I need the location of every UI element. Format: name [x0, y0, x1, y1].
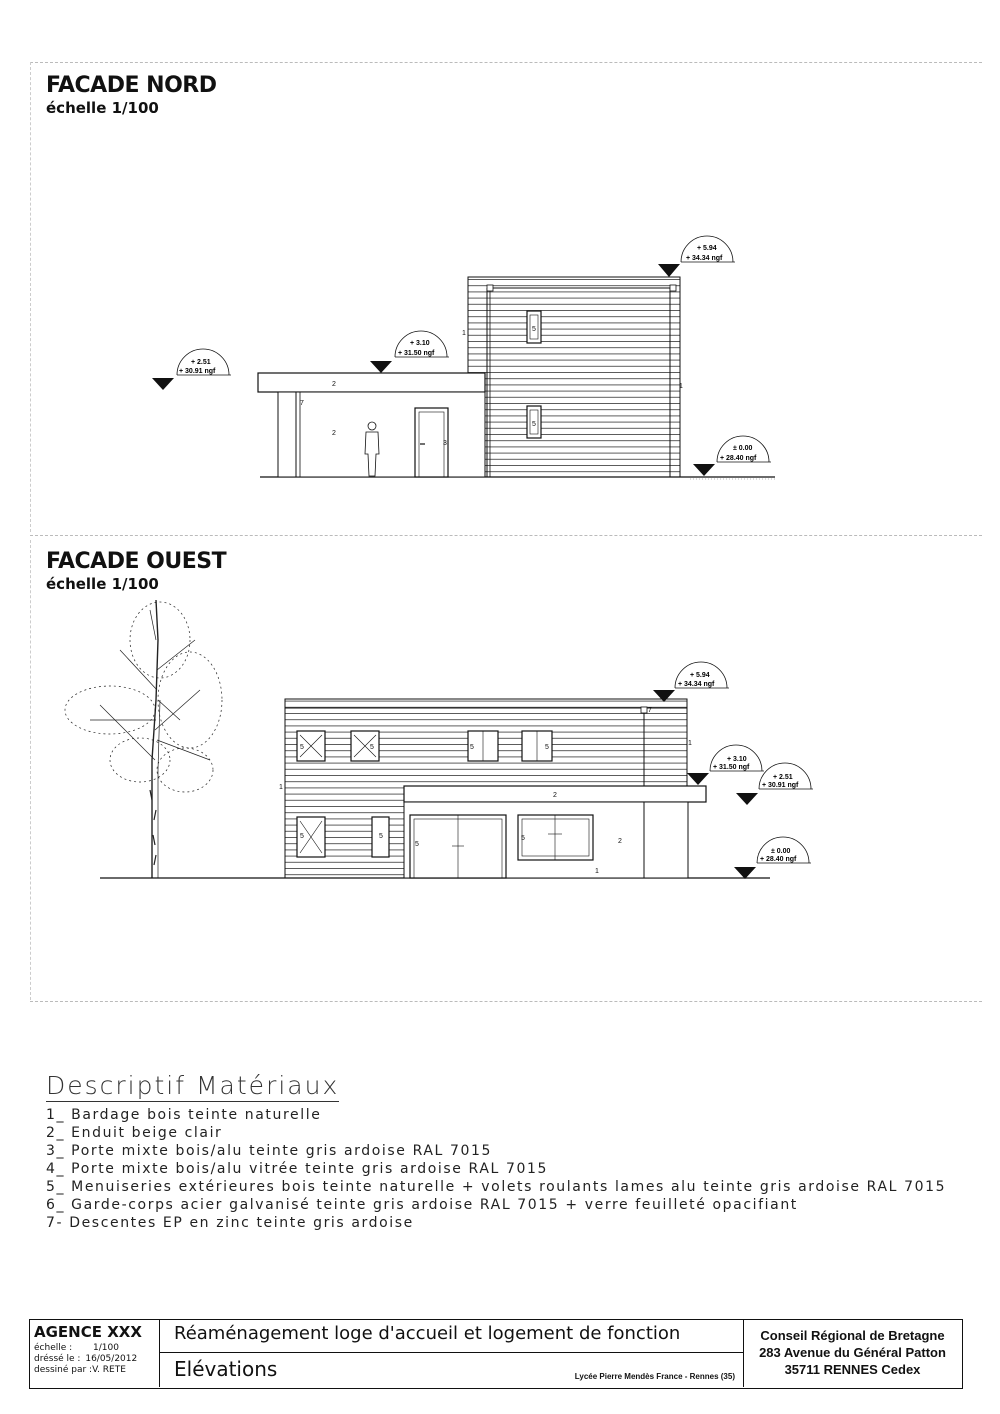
facade-ouest-drawing — [0, 540, 1000, 1000]
nord-tag: 5 — [532, 421, 536, 428]
nord-tag: 3 — [443, 440, 447, 447]
level-marker-ground — [693, 436, 771, 476]
svg-text:+ 30.91 ngf: + 30.91 ngf — [179, 368, 216, 375]
level-marker-annex — [152, 349, 231, 390]
svg-text:+ 31.50 ngf: + 31.50 ngf — [398, 350, 435, 357]
tree-illustration — [65, 600, 222, 878]
svg-text:+ 28.40 ngf: + 28.40 ngf — [760, 856, 797, 863]
ouest-tag: 7 — [648, 707, 652, 714]
materials-list — [46, 1106, 946, 1232]
level-marker-ground — [734, 837, 811, 879]
facade-nord-drawing — [0, 0, 1000, 540]
ouest-tag: 5 — [415, 841, 419, 848]
frame-bottom-line — [30, 1001, 982, 1002]
agency-name: AGENCE XXX — [34, 1323, 142, 1341]
svg-text:+ 3.10: + 3.10 — [410, 340, 430, 347]
svg-text:+ 2.51: + 2.51 — [191, 359, 211, 366]
client-line-3: 35711 RENNES Cedex — [784, 1362, 921, 1377]
material-item: 6_ Garde-corps acier galvanisé teinte gris ardoise RAL 7015 + verre feuilleté opacifiant — [46, 1197, 798, 1213]
nord-tag: 2 — [332, 381, 336, 388]
svg-text:+ 2.51: + 2.51 — [773, 774, 793, 781]
svg-text:± 0.00: ± 0.00 — [771, 848, 791, 855]
scale-label: échelle : — [34, 1343, 73, 1353]
svg-text:+ 3.10: + 3.10 — [727, 756, 747, 763]
facade-nord-scale: échelle 1/100 — [46, 99, 159, 117]
scale-value: 1/100 — [93, 1343, 119, 1353]
facade-nord-title: FACADE NORD — [46, 73, 217, 98]
ouest-tag: 2 — [553, 792, 557, 799]
facade-ouest-title: FACADE OUEST — [46, 549, 227, 574]
ouest-tag: 5 — [300, 744, 304, 751]
level-marker-roof — [658, 236, 735, 277]
material-item: 5_ Menuiseries extérieures bois teinte naturelle + volets roulants lames alu teinte gris ardoise RAL 7015 — [46, 1179, 947, 1195]
date-value: 16/05/2012 — [85, 1354, 138, 1364]
ouest-tag: 5 — [521, 835, 525, 842]
annex-roof — [258, 373, 485, 392]
level-marker-first — [370, 331, 449, 373]
ouest-tag: 1 — [279, 784, 283, 791]
agency-cell — [30, 1320, 160, 1387]
title-block — [29, 1319, 963, 1389]
bay-window — [518, 815, 593, 860]
nord-tag: 5 — [532, 326, 536, 333]
ouest-tag: 5 — [370, 744, 374, 751]
ouest-tag: 5 — [379, 833, 383, 840]
date-label: dréssé le : — [34, 1354, 81, 1364]
sheet-title: Elévations — [174, 1357, 278, 1381]
svg-text:+ 34.34 ngf: + 34.34 ngf — [686, 255, 723, 262]
svg-text:+ 5.94: + 5.94 — [690, 672, 710, 679]
ouest-tag: 1 — [595, 868, 599, 875]
material-item: 4_ Porte mixte bois/alu vitrée teinte gris ardoise RAL 7015 — [46, 1161, 548, 1177]
level-marker-roof — [653, 662, 729, 702]
nord-tag: 2 — [332, 430, 336, 437]
materials-title: Descriptif Matériaux — [46, 1071, 340, 1100]
svg-text:+ 31.50 ngf: + 31.50 ngf — [713, 764, 750, 771]
svg-text:± 0.00: ± 0.00 — [733, 445, 753, 452]
material-item: 7- Descentes EP en zinc teinte gris ardoise — [46, 1215, 414, 1231]
svg-text:+ 5.94: + 5.94 — [697, 245, 717, 252]
project-cell — [160, 1320, 744, 1353]
author-label: dessiné par : — [34, 1365, 93, 1375]
material-item: 1_ Bardage bois teinte naturelle — [46, 1107, 322, 1123]
ouest-tag: 5 — [300, 833, 304, 840]
material-item: 3_ Porte mixte bois/alu teinte gris ardoise RAL 7015 — [46, 1143, 492, 1159]
ouest-tag: 1 — [688, 740, 692, 747]
ouest-tag: 5 — [545, 744, 549, 751]
level-marker-first — [687, 745, 764, 785]
nord-tag: 1 — [462, 330, 466, 337]
nord-tag: 7 — [300, 400, 304, 407]
svg-text:+ 30.91 ngf: + 30.91 ngf — [762, 782, 799, 789]
facade-ouest-scale: échelle 1/100 — [46, 575, 159, 593]
agency-meta — [34, 1343, 155, 1376]
svg-text:+ 34.34 ngf: + 34.34 ngf — [678, 681, 715, 688]
svg-text:+ 28.40 ngf: + 28.40 ngf — [720, 455, 757, 462]
client-line-2: 283 Avenue du Général Patton — [759, 1345, 946, 1360]
ouest-tag: 2 — [618, 838, 622, 845]
client-cell — [744, 1320, 961, 1387]
material-item: 2_ Enduit beige clair — [46, 1125, 223, 1141]
site-name: Lycée Pierre Mendès France - Rennes (35) — [574, 1372, 735, 1381]
nord-tag: 1 — [679, 383, 683, 390]
author-value: V. RETE — [92, 1365, 126, 1375]
client-line-1: Conseil Régional de Bretagne — [760, 1328, 945, 1343]
project-title: Réaménagement loge d'accueil et logement de fonction — [174, 1323, 681, 1344]
ouest-tag: 5 — [470, 744, 474, 751]
main-volume — [468, 277, 680, 477]
sheet-cell — [160, 1353, 744, 1387]
annex-wall — [278, 392, 485, 477]
